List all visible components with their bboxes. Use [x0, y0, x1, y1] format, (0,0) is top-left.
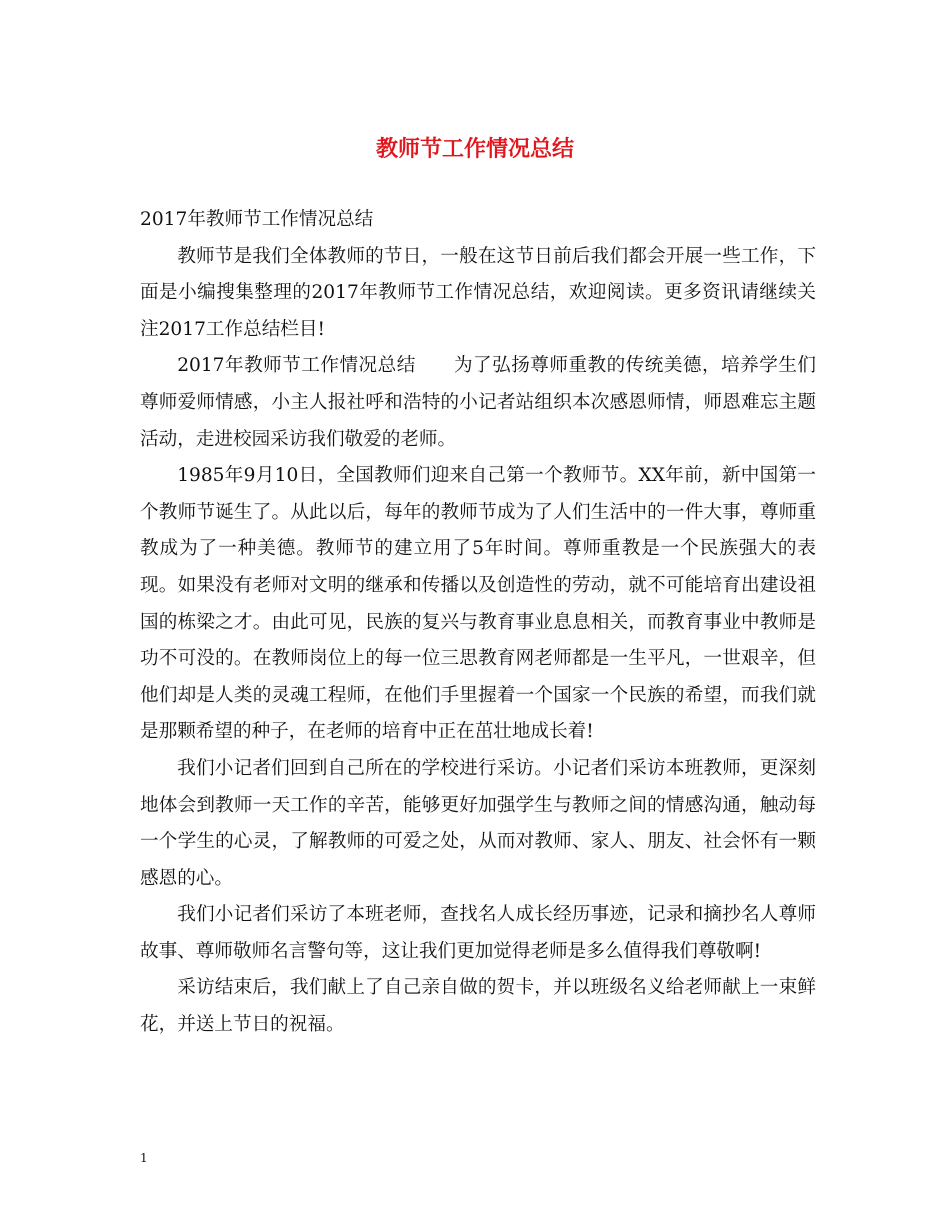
document-body [140, 202, 816, 1044]
paragraph-conclusion: 采访结束后，我们献上了自己亲自做的贺卡，并以班级名义给老师献上一束鲜花，并送上节日的祝福。 [140, 977, 816, 1036]
paragraph-intro: 教师节是我们全体教师的节日，一般在这节日前后我们都会开展一些工作，下面是小编搜集整理的2017年教师节工作情况总结，欢迎阅读。更多资讯请继续关注2017工作总结栏目! [140, 245, 816, 340]
document-title: 教师节工作情况总结 [375, 136, 574, 162]
paragraph-research: 我们小记者们采访了本班老师，查找名人成长经历事迹，记录和摘抄名人尊师故事、尊师敬师名言警句等，这让我们更加觉得老师是多么值得我们尊敬啊! [140, 904, 816, 962]
document-subtitle: 2017年教师节工作情况总结 [140, 209, 374, 230]
paragraph-activity: 2017年教师节工作情况总结 为了弘扬尊师重教的传统美德，培养学生们尊师爱师情感，小主人报社呼和浩特的小记者站组织本次感恩师情，师恩难忘主题活动，走进校园采访我们敬爱的老师。 [140, 355, 816, 450]
paragraph-interview: 我们小记者们回到自己所在的学校进行采访。小记者们采访本班教师，更深刻地体会到教师一天工作的辛苦，能够更好加强学生与教师之间的情感沟通，触动每一个学生的心灵，了解教师的可爱之处，从而对教师、家人、朋友、社会怀有一颗感恩的心。 [140, 757, 816, 889]
page-number: 1 [140, 1151, 148, 1165]
paragraph-history: 1985年9月10日，全国教师们迎来自己第一个教师节。XX年前，新中国第一个教师节诞生了。从此以后，每年的教师节成为了人们生活中的一件大事，尊师重教成为了一种美德。教师节的建立用了5年时间。尊师重教是一个民族强大的表现。如果没有老师对文明的继承和传播以及创造性的劳动，就不可能培育出建设祖国的栋梁之才。由此可见，民族的复兴与教育事业息息相关，而教育事业中教师是功不可没的。在教师岗位上的每一位三思教育网老师都是一生平凡，一世艰辛，但他们却是人类的灵魂工程师，在他们手里握着一个国家一个民族的希望，而我们就是那颗希望的种子，在老师的培育中正在茁壮地成长着! [140, 465, 816, 743]
